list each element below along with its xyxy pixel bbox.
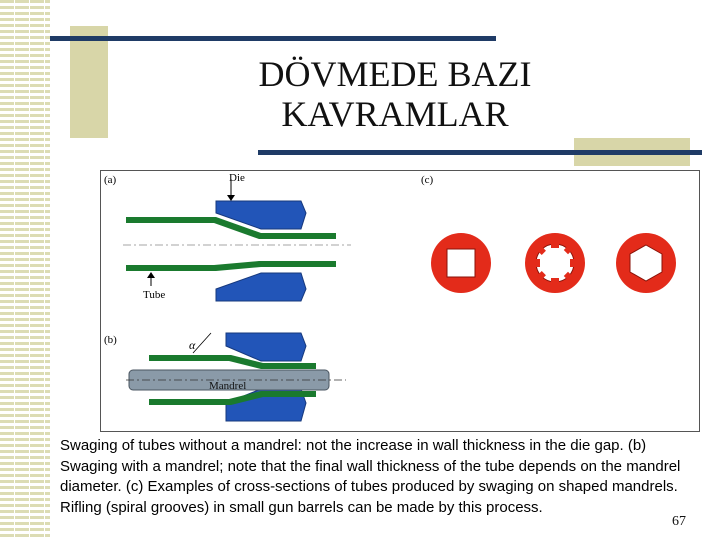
slide-title-line1: DÖVMEDE BAZI [258,54,532,94]
mandrel-label: Mandrel [209,380,247,392]
alpha-label: α [189,338,196,352]
bottom-tube-wall-a [126,261,336,271]
panel-a-label: (a) [104,174,117,186]
slide-title-line2: KAVRAMLAR [281,94,509,134]
panel-a-diagram [123,172,351,301]
alpha-angle-line [193,333,211,353]
tube-label-a: Tube [143,289,166,301]
middle-accent-bar [258,150,702,155]
top-accent-bar [50,36,496,41]
bottom-die-a [216,273,306,301]
panel-c-label: (c) [421,174,434,186]
figure-caption: Swaging of tubes without a mandrel: not the increase in wall thickness in the die gap. (b) Swaging with a mandrel; note that the final wall thickness of the tube depends on the mandrel diameter. (c) Examples of cross-sections of tubes produced by swaging on shaped mandrels. Rifling (spiral grooves) in small gun barrels can be made by this process. [60,437,681,516]
swaging-figure [100,170,700,432]
left-stripe-decoration [0,0,50,540]
panel-c-cross-sections [431,233,676,293]
die-arrowhead-a [227,195,235,201]
tube-arrowhead-a [147,272,155,278]
square-hole [447,249,475,277]
slide-title [170,54,620,134]
die-label-a: Die [229,172,245,184]
page-number: 67 [672,514,686,529]
top-accent-square [70,26,108,138]
top-tube-wall-a [126,217,336,239]
panel-b-diagram [126,333,346,421]
panel-b-label: (b) [104,334,117,346]
swaging-diagram [101,171,699,431]
